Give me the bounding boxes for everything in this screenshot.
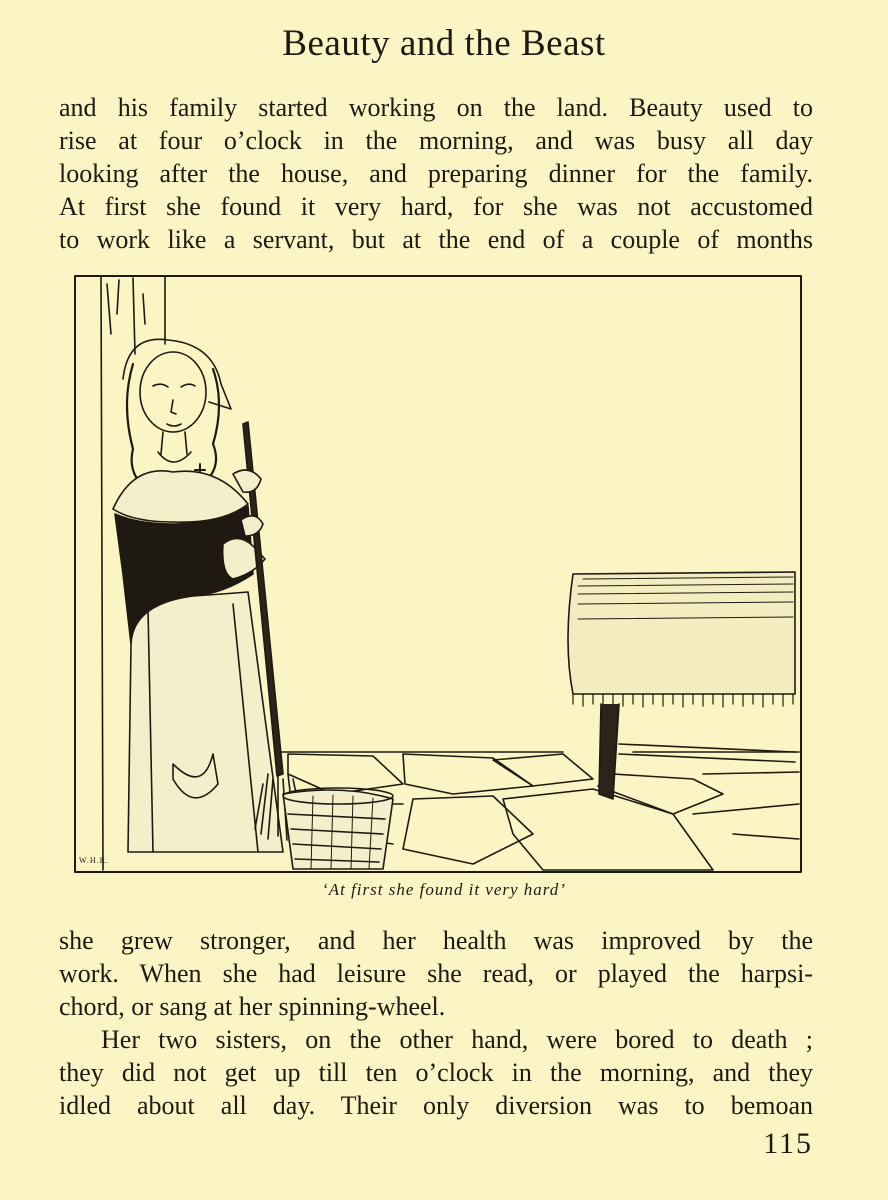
page-title: Beauty and the Beast xyxy=(282,23,606,64)
text-line: At first she found it very hard, for she was not accustomed xyxy=(59,192,813,221)
text-line: idled about all day. Their only diversion was to bemoan xyxy=(59,1091,813,1120)
text-line: rise at four o’clock in the morning, and was busy all day xyxy=(59,126,813,155)
illustration-caption: ‘At first she found it very hard’ xyxy=(322,880,566,899)
text-line: work. When she had leisure she read, or played the harpsi- xyxy=(59,959,813,988)
illustration xyxy=(73,274,803,874)
text-line: Her two sisters, on the other hand, were bored to death ; xyxy=(101,1025,813,1054)
text-line: looking after the house, and preparing dinner for the family. xyxy=(59,159,813,188)
artist-initials: W.H.R. xyxy=(79,856,109,865)
text-line: to work like a servant, but at the end of a couple of months xyxy=(59,225,813,254)
page-number: 115 xyxy=(763,1127,813,1160)
text-line: chord, or sang at her spinning-wheel. xyxy=(59,992,446,1021)
text-line: they did not get up till ten o’clock in the morning, and they xyxy=(59,1058,813,1087)
paragraph-1 xyxy=(59,91,813,256)
text-line: she grew stronger, and her health was improved by the xyxy=(59,926,813,955)
paragraph-3 xyxy=(59,1023,813,1122)
text-line: and his family started working on the land. Beauty used to xyxy=(59,93,813,122)
paragraph-2 xyxy=(59,924,813,1023)
illustration-drawing xyxy=(73,274,803,874)
